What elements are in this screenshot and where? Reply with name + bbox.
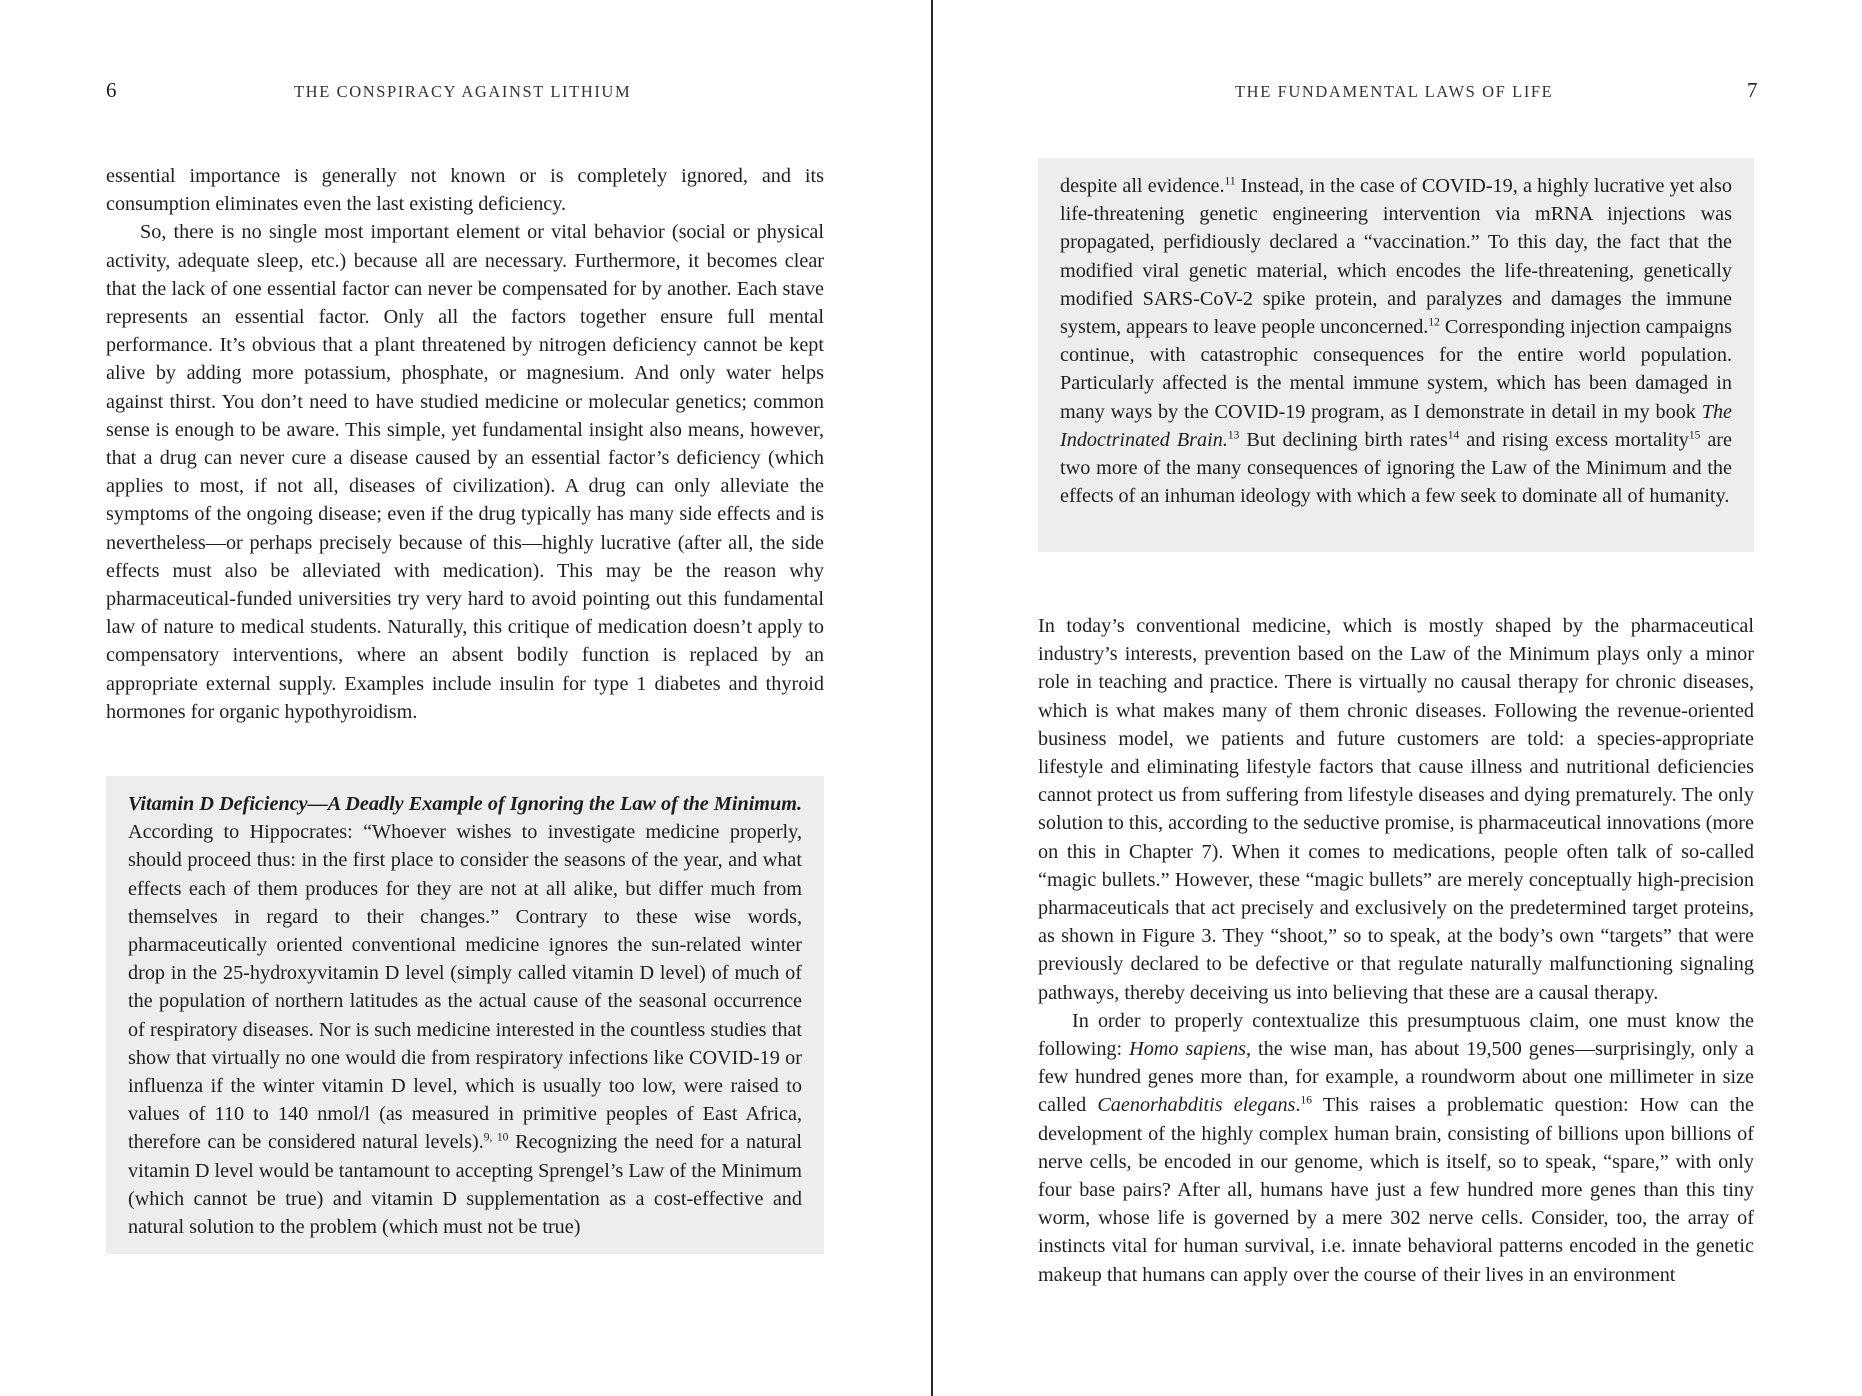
para2-text-3: . [1295, 1094, 1301, 1117]
book-title: The Indoctrinated Brain. [1060, 400, 1732, 451]
footnote-ref-13: 13 [1227, 429, 1240, 442]
left-page-number: 6 [106, 78, 117, 102]
para2-text-1: In order to properly contextualize this presumptuous claim, one must know the following: [1038, 1009, 1754, 1061]
box-text-6: are two more of the many consequences of ignoring the Law of the Minimum and the effects of an inhuman ideology with which a few seek to dominate all of humanity. [1060, 428, 1732, 508]
right-page [933, 0, 1862, 1396]
para2-text-2: , the wise man, has about 19,500 genes—surprisingly, only a few hundred genes more than, for example, a roundworm about one millimeter in size called [1038, 1038, 1754, 1117]
homo-sapiens-term: Homo sapiens [1129, 1038, 1247, 1061]
box-text-3: Corresponding injection campaigns continue, with catastrophic consequences for the entire world population. Particularly affected is the mental immune system, which has been damaged in many ways by the COVID-19 program, as I demonstrate in detail in my book [1060, 316, 1732, 423]
left-paragraph-2: So, there is no single most important element or vital behavior (social or physical activity, adequate sleep, etc.) because all are necessary. Furthermore, it becomes clear that the lack of one essential factor can never be compensated for by another. Each stave represents an essential factor. Only all the factors together ensure full mental performance. It’s obvious that a plant threatened by nitrogen deficiency cannot be kept alive by adding more potassium, phosphate, or magnesium. And only water helps against thirst. You don’t need to have studied medicine or molecular genetics; common sense is enough to be aware. This simple, yet fundamental insight also means, however, that a drug can never cure a disease caused by an essential factor’s deficiency (which applies to most, if not all, diseases of civilization). A drug can only alleviate the symptoms of the ongoing disease; even if the drug typically has many side effects and is nevertheless—or perhaps precisely because of this—highly lucrative (after all, the side effects must also be alleviated with medication). This may be the reason why pharmaceutical-funded universities try very hard to avoid pointing out this fundamental law of nature to medical students. Naturally, this critique of medication doesn’t apply to compensatory interventions, where an absent bodily function is replaced by an appropriate external supply. Examples include insulin for type 1 diabetes and thyroid hormones for organic hypothyroidism. [106, 221, 824, 723]
footnote-ref-16: 16 [1300, 1094, 1312, 1107]
c-elegans-term: Caenorhabditis elegans [1097, 1094, 1296, 1117]
right-page-number: 7 [1747, 78, 1758, 102]
vitamin-d-sidebar-box [106, 776, 824, 1254]
box-text-4: But declining birth rates [1239, 428, 1448, 451]
sidebar-heading: Vitamin D Deficiency—A Deadly Example of Ignoring the Law of the Minimum. [128, 793, 802, 815]
footnote-ref-11: 11 [1224, 175, 1236, 188]
left-paragraph-1: essential importance is generally not known or is completely ignored, and its consumption eliminates even the last existing deficiency. [106, 165, 824, 216]
footnote-ref-12: 12 [1428, 316, 1440, 329]
para2-text-4: This raises a problematic question: How can the development of the highly complex human brain, consisting of billions upon billions of nerve cells, be encoded in our genome, which is itself, so to speak, “spare,” with only four base pairs? After all, humans have just a few hundred more genes than this tiny worm, whose life is governed by a mere 302 nerve cells. Consider, too, the array of instincts vital for human survival, i.e. innate behavioral patterns encoded in the genetic makeup that humans can apply over the course of their lives in an environment [1038, 1094, 1754, 1286]
right-body-text [1038, 612, 1754, 1289]
right-box-text [1038, 158, 1754, 510]
box-text-1: despite all evidence. [1060, 175, 1225, 197]
left-body-text [106, 162, 824, 726]
footnote-ref-14: 14 [1447, 429, 1460, 442]
right-paragraph-1: In today’s conventional medicine, which is mostly shaped by the pharmaceutical industry’s interests, prevention based on the Law of the Minimum plays only a minor role in teaching and practice. There is virtually no causal therapy for chronic diseases, which is what makes many of them chronic diseases. Following the revenue-oriented business model, we patients and future customers are told: a species-appropriate lifestyle and eliminating lifestyle factors that cause illness and nutritional deficiencies cannot protect us from suffering from lifestyle diseases and dying prematurely. The only solution to this, according to the seductive promise, is pharmaceutical innovations (more on this in Chapter 7). When it comes to medications, people often talk of so-called “magic bullets.” However, these “magic bullets” are merely conceptually high-precision pharmaceuticals that act precisely and exclusively on the predetermined target proteins, as shown in Figure 3. They “shoot,” so to speak, at the body’s own “targets” that were previously declared to be defective or that regulate naturally malfunctioning signaling pathways, thereby deceiving us into believing that these are a causal therapy. [1038, 615, 1754, 1004]
box-text-2: Instead, in the case of COVID-19, a highly lucrative yet also life-threatening genetic engineering intervention via mRNA injections was propagated, perfidiously declared a “vaccination.” To this day, the fact that the modified viral genetic material, which encodes the life-threatening, genetically modified SARS-CoV-2 spike protein, and paralyzes and damages the immune system, appears to leave people unconcerned. [1060, 175, 1733, 339]
sidebar-box-text [106, 776, 824, 1241]
right-continued-box [1038, 158, 1754, 552]
sidebar-body-b: Recognizing the need for a natural vitamin D level would be tantamount to accepting Sprengel’s Law of the Minimum (which cannot be true) and vitamin D supplementation as a cost-effective and natural solution to the problem (which must not be true) [128, 1131, 802, 1239]
left-running-head: THE CONSPIRACY AGAINST LITHIUM [294, 82, 632, 101]
sidebar-body-a: According to Hippocrates: “Whoever wishes to investigate medicine properly, should proceed thus: in the first place to consider the seasons of the year, and what effects each of them produces for they are not at all alike, but differ much from themselves in regard to their changes.” Contrary to these wise words, pharmaceutically oriented conventional medicine ignores the sun-related winter drop in the 25-hydroxyvitamin D level (simply called vitamin D level) of much of the population of northern latitudes as the actual cause of the seasonal occurrence of respiratory diseases. Nor is such medicine interested in the countless studies that show that virtually no one would die from respiratory infections like COVID-19 or influenza if the winter vitamin D level, which is usually too low, were raised to values of 110 to 140 nmol/l (as measured in primitive peoples of East Africa, therefore can be considered natural levels). [128, 821, 802, 1154]
box-text-5: and rising excess mortality [1459, 428, 1689, 451]
footnote-ref-9-10: 9, 10 [483, 1131, 509, 1144]
footnote-ref-15: 15 [1688, 429, 1701, 442]
right-paragraph-2 [1038, 1007, 1754, 1289]
right-running-head: THE FUNDAMENTAL LAWS OF LIFE [1235, 82, 1554, 101]
